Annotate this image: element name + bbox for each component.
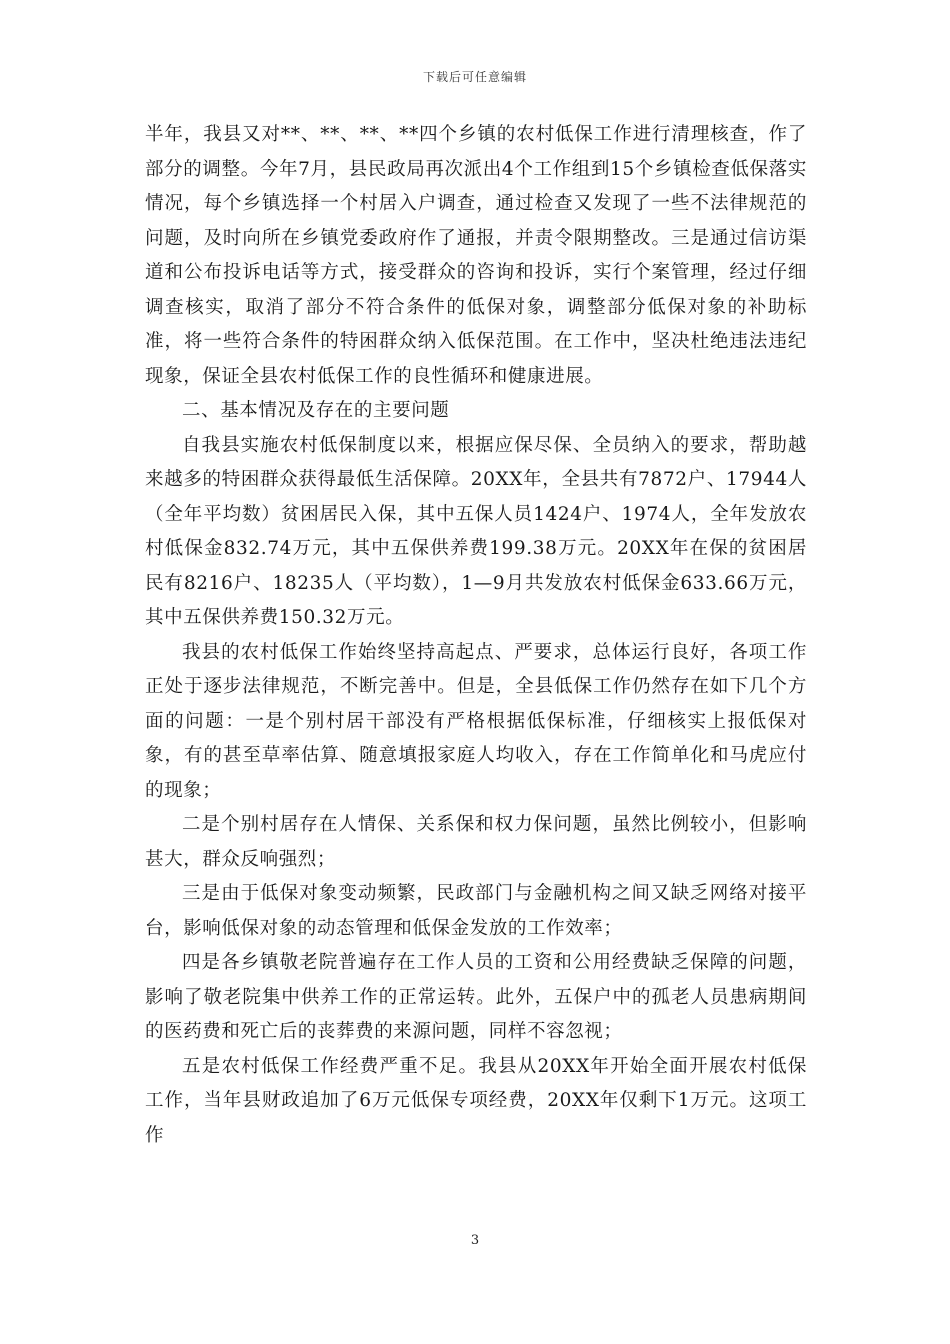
page-header: 下载后可任意编辑 bbox=[422, 70, 527, 84]
paragraph-3: 我县的农村低保工作始终坚持高起点、严要求，总体运行良好，各项工作正处于逐步法律规范，不断完善中。但是，全县低保工作仍然存在如下几个方面的问题：一是个别村居干部没有严格根据低保标准，仔细核实上报低保对象，有的甚至草率估算、随意填报家庭人均收入，存在工作简单化和马虎应付的现象； bbox=[145, 641, 807, 801]
document-body bbox=[145, 118, 807, 1153]
section-heading: 二、基本情况及存在的主要问题 bbox=[182, 400, 450, 421]
paragraph-5: 三是由于低保对象变动频繁，民政部门与金融机构之间又缺乏网络对接平台，影响低保对象的动态管理和低保金发放的工作效率； bbox=[145, 883, 807, 939]
paragraph-7: 五是农村低保工作经费严重不足。我县从20XX年开始全面开展农村低保工作，当年县财政追加了6万元低保专项经费，20XX年仅剩下1万元。这项工作 bbox=[145, 1055, 807, 1146]
paragraph-2: 自我县实施农村低保制度以来，根据应保尽保、全员纳入的要求，帮助越来越多的特困群众获得最低生活保障。20XX年，全县共有7872户、17944人（全年平均数）贫困居民入保，其中五保人员1424户、1974人，全年发放农村低保金832.74万元，其中五保供养费199.38万元。20XX年在保的贫困居民有8216户、18235人（平均数），1—9月共发放农村低保金633.66万元，其中五保供养费150.32万元。 bbox=[145, 434, 807, 628]
page-number: 3 bbox=[470, 1233, 480, 1248]
paragraph-4: 二是个别村居存在人情保、关系保和权力保问题，虽然比例较小，但影响甚大，群众反响强烈； bbox=[145, 814, 807, 870]
paragraph-6: 四是各乡镇敬老院普遍存在工作人员的工资和公用经费缺乏保障的问题，影响了敬老院集中供养工作的正常运转。此外，五保户中的孤老人员患病期间的医药费和死亡后的丧葬费的来源问题，同样不容忽视； bbox=[145, 952, 807, 1042]
paragraph-1: 半年，我县又对**、**、**、**四个乡镇的农村低保工作进行清理核查，作了部分的调整。今年7月，县民政局再次派出4个工作组到15个乡镇检查低保落实情况，每个乡镇选择一个村居入户调查，通过检查又发现了一些不法律规范的问题，及时向所在乡镇党委政府作了通报，并责令限期整改。三是通过信访渠道和公布投诉电话等方式，接受群众的咨询和投诉，实行个案管理，经过仔细调查核实，取消了部分不符合条件的低保对象，调整部分低保对象的补助标准，将一些符合条件的特困群众纳入低保范围。在工作中，坚决杜绝违法违纪现象，保证全县农村低保工作的良性循环和健康进展。 bbox=[145, 124, 807, 387]
